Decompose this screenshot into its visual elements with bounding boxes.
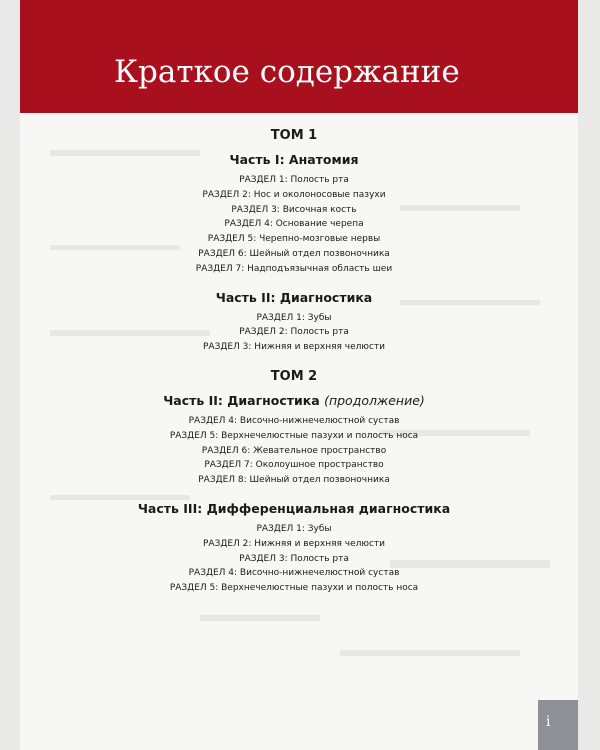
part-title: Часть I: Анатомия <box>229 152 359 167</box>
section-item[interactable]: РАЗДЕЛ 4: Височно-нижнечелюстной сустав <box>188 415 400 426</box>
part-heading <box>20 152 568 167</box>
section-item[interactable]: РАЗДЕЛ 3: Полость рта <box>239 553 349 564</box>
section-item[interactable]: РАЗДЕЛ 5: Верхнечелюстные пазухи и полость носа <box>169 430 419 441</box>
section-item[interactable]: РАЗДЕЛ 3: Нижняя и верхняя челюсти <box>202 342 385 353</box>
section-item[interactable]: РАЗДЕЛ 2: Полость рта <box>239 327 349 338</box>
volume-2-heading: ТОМ 2 <box>270 368 318 384</box>
section-item[interactable]: РАЗДЕЛ 4: Основание черепа <box>224 219 364 230</box>
section-item[interactable]: РАЗДЕЛ 3: Височная кость <box>231 204 357 215</box>
show-through-block <box>200 615 320 621</box>
show-through-block <box>340 650 520 656</box>
section-item[interactable]: РАЗДЕЛ 4: Височно-нижнечелюстной сустав <box>188 568 400 579</box>
section-item[interactable]: РАЗДЕЛ 1: Зубы <box>256 312 332 323</box>
section-item[interactable]: РАЗДЕЛ 1: Зубы <box>256 523 332 534</box>
part-title-continuation: (продолжение) <box>324 392 425 408</box>
volume-1-heading: ТОМ 1 <box>270 128 318 143</box>
page-edge-tab <box>538 700 578 750</box>
page-number: i <box>546 714 551 730</box>
section-item[interactable]: РАЗДЕЛ 6: Жевательное пространство <box>201 445 387 456</box>
part-title: Часть II: Диагностика <box>163 392 320 408</box>
section-item[interactable]: РАЗДЕЛ 2: Нос и околоносовые пазухи <box>202 189 386 200</box>
part-heading <box>20 501 568 516</box>
part-heading <box>20 290 568 305</box>
section-item[interactable]: РАЗДЕЛ 8: Шейный отдел позвоночника <box>198 475 390 486</box>
section-item[interactable]: РАЗДЕЛ 6: Шейный отдел позвоночника <box>198 248 390 259</box>
part-title: Часть III: Дифференциальная диагностика <box>137 500 451 516</box>
section-item[interactable]: РАЗДЕЛ 5: Верхнечелюстные пазухи и полость носа <box>169 583 419 594</box>
section-item[interactable]: РАЗДЕЛ 5: Черепно-мозговые нервы <box>207 234 381 245</box>
section-item[interactable]: РАЗДЕЛ 1: Полость рта <box>239 175 349 185</box>
section-item[interactable]: РАЗДЕЛ 2: Нижняя и верхняя челюсти <box>202 538 385 549</box>
section-list <box>20 311 568 355</box>
section-item[interactable]: РАЗДЕЛ 7: Околоушное пространство <box>204 460 384 471</box>
section-item[interactable]: РАЗДЕЛ 7: Надподъязычная область шеи <box>195 263 393 274</box>
part-title: Часть II: Диагностика <box>215 289 373 305</box>
header-banner <box>20 0 578 113</box>
section-list <box>20 414 568 488</box>
part-heading <box>20 393 568 408</box>
section-list <box>20 173 568 277</box>
page-title: Краткое содержание <box>114 54 460 90</box>
page <box>20 0 578 750</box>
table-of-contents <box>20 128 568 596</box>
section-list <box>20 522 568 596</box>
